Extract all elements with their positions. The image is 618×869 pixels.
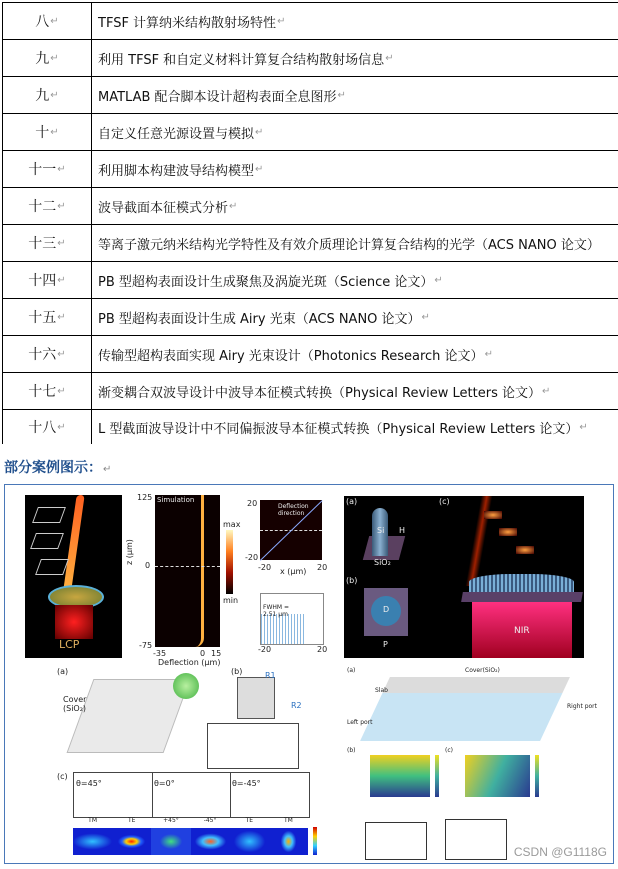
- row-topic: PB 型超构表面设计生成 Airy 光束（ACS NANO 论文） ↵: [98, 311, 430, 327]
- table-row: [2, 225, 618, 262]
- row-number: 十五 ↵: [2, 299, 92, 335]
- colorbar: [226, 530, 233, 594]
- airy-beam-panel: LCP Simulation 125 0 -75 z (μm) -35 0 15 Deflection (μm) max min Deflection direction 20 -20 -20 20 x (μm) FWHM = 2.51 μm -20 20: [25, 495, 345, 660]
- row-number: 十二 ↵: [2, 188, 92, 224]
- row-number: 十四 ↵: [2, 262, 92, 298]
- lcp-label: LCP: [59, 638, 80, 651]
- section-heading: 部分案例图示：↵: [4, 460, 112, 476]
- mode-field-maps: [73, 828, 308, 855]
- table-row: [2, 410, 618, 444]
- kappa-map: [465, 755, 530, 797]
- mode-headers: TM TE +45° -45° TE TM: [88, 817, 293, 824]
- coupler-panel: (a) Cover(SiO₂) Slab Left port Right port (b) (c): [345, 667, 605, 863]
- example-figure-frame: [4, 484, 614, 864]
- row-topic: 等离子激元纳米结构光学特性及有效介质理论计算复合结构的光学（ACS NANO 论文）: [98, 237, 600, 253]
- intensity-plot: FWHM = 2.51 μm: [260, 593, 324, 645]
- table-row: [2, 188, 618, 225]
- row-number: 十八 ↵: [2, 410, 92, 444]
- table-row: [2, 299, 618, 336]
- deflection-map: Deflection direction: [260, 500, 322, 560]
- table-row: [2, 336, 618, 373]
- row-number: 八 ↵: [2, 3, 92, 39]
- row-number: 十七 ↵: [2, 373, 92, 409]
- row-number: 九 ↵: [2, 77, 92, 113]
- row-number: 十三 ↵: [2, 225, 92, 261]
- row-topic: MATLAB 配合脚本设计超构表面全息图形 ↵: [98, 89, 346, 105]
- table-row: [2, 151, 618, 188]
- row-topic: 渐变耦合双波导设计中波导本征模式转换（Physical Review Letters 论文） ↵: [98, 385, 551, 401]
- row-number: 十六 ↵: [2, 336, 92, 372]
- row-topic: 利用脚本构建波导结构模型 ↵: [98, 163, 264, 179]
- lcp-render-image: [25, 495, 122, 658]
- table-row: [2, 114, 618, 151]
- row-topic: L 型截面波导设计中不同偏振波导本征模式转换（Physical Review Letters 论文） ↵: [98, 421, 588, 437]
- simulation-map: Simulation: [155, 495, 220, 647]
- row-topic: 利用 TFSF 和自定义材料计算复合结构散射场信息 ↵: [98, 52, 394, 68]
- row-topic: 传输型超构表面实现 Airy 光束设计（Photonics Research 论文） ↵: [98, 348, 493, 364]
- row-number: 十一 ↵: [2, 151, 92, 187]
- metasurface-panel: (a) (c) (b) Si H SiO₂ D P NIR: [344, 496, 584, 658]
- pillar-array: [469, 574, 574, 594]
- row-topic: TFSF 计算纳米结构散射场特性 ↵: [98, 15, 286, 31]
- mode-case-table: θ=45° θ=0° θ=-45°: [73, 772, 310, 818]
- row-topic: 波导截面本征模式分析 ↵: [98, 200, 238, 216]
- l-waveguide-panel: (a) (b) Cover (SiO₂) R1 R2 (c) θ=45° θ=0° θ=-45° TM TE +45° -45° TE TM: [55, 667, 315, 863]
- row-topic: PB 型超构表面设计生成聚焦及涡旋光斑（Science 论文） ↵: [98, 274, 443, 290]
- row-topic: 自定义任意光源设置与模拟 ↵: [98, 126, 264, 142]
- table-row: [2, 77, 618, 114]
- sphere-icon: [173, 673, 199, 699]
- row-number: 九 ↵: [2, 40, 92, 76]
- table-row: [2, 40, 618, 77]
- table-row: [2, 3, 618, 40]
- mode-colorbar: [313, 827, 317, 855]
- watermark: CSDN @G1118G: [513, 845, 607, 859]
- table-row: [2, 373, 618, 410]
- course-topic-table: [2, 2, 618, 444]
- table-row: [2, 262, 618, 299]
- row-number: 十 ↵: [2, 114, 92, 150]
- beta-map: [370, 755, 430, 797]
